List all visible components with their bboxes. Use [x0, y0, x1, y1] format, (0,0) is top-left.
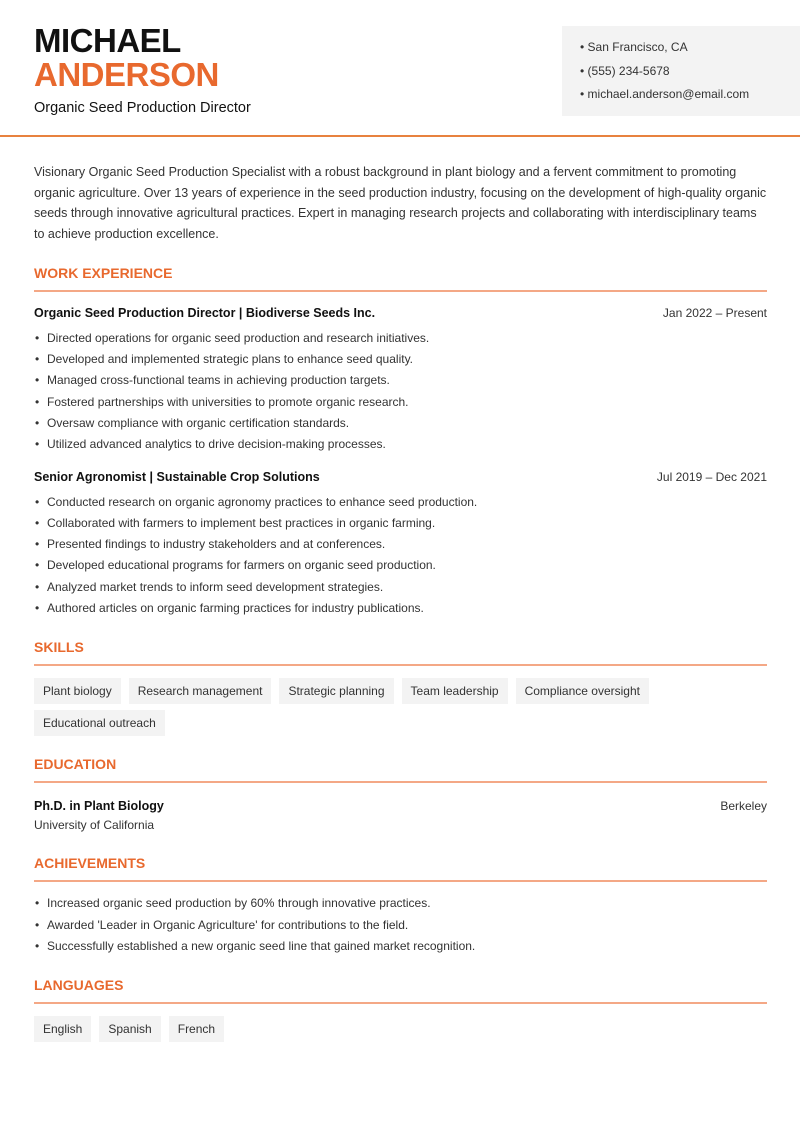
section-heading-skills: SKILLS	[34, 639, 767, 666]
language-chip: French	[169, 1016, 224, 1042]
list-item: • Conducted research on organic agronomy practices to enhance seed production.	[34, 492, 767, 513]
skill-chip: Compliance oversight	[516, 678, 649, 704]
list-item: • Presented findings to industry stakeholders and at conferences.	[34, 534, 767, 555]
skill-chip: Plant biology	[34, 678, 121, 704]
skills-list	[34, 678, 767, 736]
list-item: • Collaborated with farmers to implement best practices in organic farming.	[34, 513, 767, 534]
list-item: • Analyzed market trends to inform seed development strategies.	[34, 577, 767, 598]
section-heading-languages: LANGUAGES	[34, 977, 767, 1004]
job-dates: Jul 2019 – Dec 2021	[656, 469, 767, 484]
list-item: • Developed educational programs for farmers on organic seed production.	[34, 555, 767, 576]
list-item: • Awarded 'Leader in Organic Agriculture' for contributions to the field.	[34, 915, 767, 936]
job-entry	[34, 304, 767, 456]
last-name: ANDERSON	[34, 56, 219, 93]
language-chip: English	[34, 1016, 91, 1042]
contact-phone: • (555) 234-5678	[580, 62, 800, 86]
list-item: • Managed cross-functional teams in achieving production targets.	[34, 370, 767, 391]
education-entry	[34, 797, 767, 835]
school: University of California	[34, 818, 155, 833]
list-item: • Authored articles on organic farming practices for industry publications.	[34, 598, 767, 619]
skill-chip: Research management	[129, 678, 272, 704]
section-heading-education: EDUCATION	[34, 756, 767, 783]
list-item: • Successfully established a new organic seed line that gained market recognition.	[34, 936, 767, 957]
summary: Visionary Organic Seed Production Specialist with a robust background in plant biology and a fervent commitment to promoting organic agriculture. Over 13 years of experience in the seed production industry, focusing on the development of high-quality organic seeds through innovative agricultural practices. Expert in managing research projects and collaborating with interdisciplinary teams to achieve production excellence.	[34, 165, 767, 242]
languages-list	[34, 1016, 767, 1042]
skill-chip: Strategic planning	[279, 678, 393, 704]
list-item: • Utilized advanced analytics to drive decision-making processes.	[34, 434, 767, 455]
list-item: • Oversaw compliance with organic certification standards.	[34, 413, 767, 434]
list-item: • Developed and implemented strategic plans to enhance seed quality.	[34, 349, 767, 370]
job-dates: Jan 2022 – Present	[662, 305, 767, 320]
resume-header	[0, 0, 800, 137]
job-bullets	[34, 492, 767, 620]
contact-box	[562, 26, 800, 116]
job-title: Organic Seed Production Director	[34, 100, 251, 116]
contact-email: • michael.anderson@email.com	[580, 85, 800, 109]
job-bullets	[34, 328, 767, 456]
list-item: • Fostered partnerships with universities to promote organic research.	[34, 392, 767, 413]
skill-chip: Team leadership	[402, 678, 508, 704]
achievements-list	[34, 893, 767, 957]
education-location: Berkeley	[720, 799, 767, 814]
skill-chip: Educational outreach	[34, 710, 165, 736]
list-item: • Increased organic seed production by 60% through innovative practices.	[34, 893, 767, 914]
job-entry-title: Organic Seed Production Director | Biodiverse Seeds Inc.	[34, 305, 376, 320]
first-name: MICHAEL	[34, 22, 181, 59]
job-entry-title: Senior Agronomist | Sustainable Crop Solutions	[34, 469, 320, 484]
contact-location: • San Francisco, CA	[580, 38, 800, 62]
section-heading-work: WORK EXPERIENCE	[34, 265, 767, 292]
job-entry	[34, 468, 767, 620]
list-item: • Directed operations for organic seed production and research initiatives.	[34, 328, 767, 349]
degree: Ph.D. in Plant Biology	[34, 799, 164, 814]
section-heading-achievements: ACHIEVEMENTS	[34, 855, 767, 882]
language-chip: Spanish	[99, 1016, 160, 1042]
